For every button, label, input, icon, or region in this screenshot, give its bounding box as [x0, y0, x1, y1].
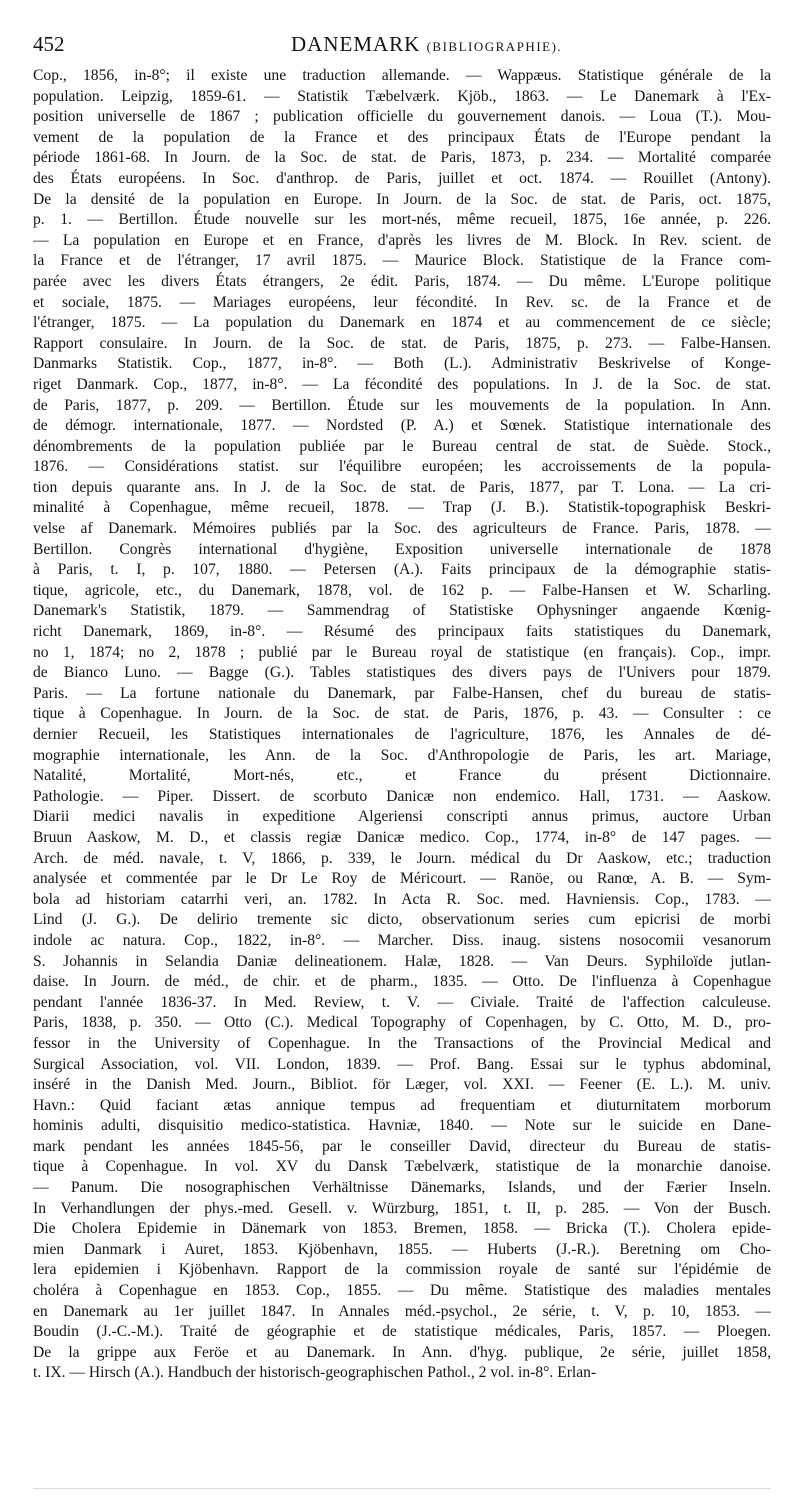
text-line: des États européens. In Soc. d'anthrop. de Paris, juillet et oct. 1874. — Rouillet (Antony). — [33, 169, 771, 187]
text-line: daise. In Journ. de méd., de chir. et de pharm., 1835. — Otto. De l'influenza à Copenhague — [33, 973, 771, 991]
text-line: no 1, 1874; no 2, 1878 ; publié par le Bureau royal de statistique (en français). Cop., impr. — [33, 643, 771, 661]
text-line: tique à Copenhague. In vol. XV du Dansk Tæbelværk, statistique de la monarchie danoise. — [33, 1158, 771, 1176]
text-line: dénombrements de la population publiée par le Bureau central de stat. de Suède. Stock., — [33, 437, 771, 455]
text-line: indole ac natura. Cop., 1822, in-8°. — Marcher. Diss. inaug. sistens nosocomii vesanorum — [33, 931, 771, 949]
text-line: S. Johannis in Selandia Daniæ delineationem. Halæ, 1828. — Van Deurs. Syphiloïde jutlan- — [33, 952, 771, 970]
text-line: inséré in the Danish Med. Journ., Bibliot. för Læger, vol. XXI. — Feener (E. L.). M. univ. — [33, 1076, 771, 1094]
bibliography-text — [33, 66, 771, 1384]
page-header — [33, 30, 773, 58]
text-line: — Panum. Die nosographischen Verhältnisse Dänemarks, Islands, und der Færier Inseln. — [33, 1179, 771, 1197]
text-line: parée avec les divers États étrangers, 2e édit. Paris, 1874. — Du même. L'Europe politique — [33, 272, 771, 290]
text-line: mark pendant les années 1845-56, par le conseiller David, directeur du Bureau de statis- — [33, 1137, 771, 1155]
text-line: mographie internationale, les Ann. de la Soc. d'Anthropologie de Paris, les art. Mariage, — [33, 746, 771, 764]
text-line: Surgical Association, vol. VII. London, 1839. — Prof. Bang. Essai sur le typhus abdominal, — [33, 1055, 771, 1073]
bottom-rule — [33, 1488, 771, 1489]
text-line: De la densité de la population en Europe. In Journ. de la Soc. de stat. de Paris, oct. 1875, — [33, 190, 771, 208]
text-line: la France et de l'étranger, 17 avril 1875. — Maurice Block. Statistique de la France com- — [33, 252, 771, 270]
text-line: analysée et commentée par le Dr Le Roy de Méricourt. — Ranöe, ou Ranœ, A. B. — Sym- — [33, 870, 771, 888]
text-line: et sociale, 1875. — Mariages européens, leur fécondité. In Rev. sc. de la France et de — [33, 293, 771, 311]
text-line: hominis adulti, disquisitio medico-statistica. Havniæ, 1840. — Note sur le suicide en Dane- — [33, 1117, 771, 1135]
text-line: — La population en Europe et en France, d'après les livres de M. Block. In Rev. scient. de — [33, 231, 771, 249]
text-line: Pathologie. — Piper. Dissert. de scorbuto Danicæ non endemico. Hall, 1731. — Aaskow. — [33, 787, 771, 805]
page-number: 452 — [33, 32, 65, 56]
text-line: tique, agricole, etc., du Danemark, 1878, vol. de 162 p. — Falbe-Hansen et W. Scharling. — [33, 581, 771, 599]
text-line: In Verhandlungen der phys.-med. Gesell. v. Würzburg, 1851, t. II, p. 285. — Von der Busch. — [33, 1199, 771, 1217]
text-line: de Bianco Luno. — Bagge (G.). Tables statistiques des divers pays de l'Univers pour 1879. — [33, 664, 771, 682]
text-line: t. IX. — Hirsch (A.). Handbuch der historisch-geographischen Pathol., 2 vol. in-8°. Erlan- — [33, 1364, 597, 1382]
text-line: pendant l'année 1836-37. In Med. Review, t. V. — Civiale. Traité de l'affection calculeuse. — [33, 993, 771, 1011]
running-head-title: DANEMARK — [291, 32, 421, 56]
text-line: Arch. de méd. navale, t. V, 1866, p. 339, le Journ. médical du Dr Aaskow, etc.; traduction — [33, 849, 771, 867]
text-line: Paris. — La fortune nationale du Danemark, par Falbe-Hansen, chef du bureau de statis- — [33, 684, 771, 702]
text-line: choléra à Copenhague en 1853. Cop., 1855. — Du même. Statistique des maladies mentales — [33, 1282, 771, 1300]
text-line: lera epidemien i Kjöbenhavn. Rapport de la commission royale de santé sur l'épidémie de — [33, 1261, 771, 1279]
text-line: en Danemark au 1er juillet 1847. In Annales méd.-psychol., 2e série, t. V, p. 10, 1853. — — [33, 1302, 771, 1320]
text-line: de démogr. internationale, 1877. — Nordsted (P. A.) et Sœnek. Statistique internationale des — [33, 417, 771, 435]
text-line: Bruun Aaskow, M. D., et classis regiæ Danicæ medico. Cop., 1774, in-8° de 147 pages. — — [33, 828, 771, 846]
text-line: Rapport consulaire. In Journ. de la Soc. de stat. de Paris, 1875, p. 273. — Falbe-Hansen. — [33, 334, 771, 352]
text-line: tion depuis quarante ans. In J. de la Soc. de stat. de Paris, 1877, par T. Lona. — La cri- — [33, 478, 771, 496]
text-line: Boudin (J.-C.-M.). Traité de géographie et de statistique médicales, Paris, 1857. — Ploegen. — [33, 1323, 771, 1341]
text-line: Diarii medici navalis in expeditione Algeriensi conscripti annus primus, auctore Urban — [33, 808, 771, 826]
text-line: dernier Recueil, les Statistiques internationales de l'agriculture, 1876, les Annales de dé- — [33, 726, 771, 743]
text-line: position universelle de 1867 ; publication officielle du gouvernement danois. — Loua (T.). Mou- — [33, 108, 771, 126]
text-line: mien Danmark i Auret, 1853. Kjöbenhavn, 1855. — Huberts (J.-R.). Beretning om Cho- — [33, 1240, 771, 1258]
text-line: bola ad historiam catarrhi veri, an. 1782. In Acta R. Soc. med. Havniensis. Cop., 1783. — — [33, 890, 771, 908]
text-line: velse af Danemark. Mémoires publiés par la Soc. des agriculteurs de France. Paris, 1878. — — [33, 520, 771, 538]
text-line: minalité à Copenhague, même recueil, 1878. — Trap (J. B.). Statistik-topographisk Beskri- — [33, 499, 771, 517]
text-line: Cop., 1856, in-8°; il existe une traduction allemande. — Wappæus. Statistique générale de la — [33, 67, 771, 84]
text-line: population. Leipzig, 1859-61. — Statistik Tæbelværk. Kjöb., 1863. — Le Danemark à l'Ex- — [33, 87, 771, 105]
text-line: vement de la population de la France et des principaux États de l'Europe pendant la — [33, 128, 771, 146]
text-line: période 1861-68. In Journ. de la Soc. de stat. de Paris, 1873, p. 234. — Mortalité comparée — [33, 149, 771, 167]
text-line: Danmarks Statistik. Cop., 1877, in-8°. — Both (L.). Administrativ Beskrivelse of Konge- — [33, 355, 771, 373]
text-line: richt Danemark, 1869, in-8°. — Résumé des principaux faits statistiques du Danemark, — [33, 623, 771, 641]
text-line: tique à Copenhague. In Journ. de la Soc. de stat. de Paris, 1876, p. 43. — Consulter : ce — [33, 705, 771, 723]
text-line: p. 1. — Bertillon. Étude nouvelle sur les mort-nés, même recueil, 1875, 16e année, p. 226. — [33, 211, 771, 229]
text-line: de Paris, 1877, p. 209. — Bertillon. Étude sur les mouvements de la population. In Ann. — [33, 396, 771, 414]
running-head-subtitle: (BIBLIOGRAPHIE). — [426, 39, 563, 54]
text-line: Havn.: Quid faciant ætas annique tempus ad frequentiam et diuturnitatem morborum — [33, 1096, 771, 1114]
text-line: Lind (J. G.). De delirio tremente sic dicto, observationum series cum epicrisi de morbi — [33, 911, 771, 929]
text-line: 1876. — Considérations statist. sur l'équilibre européen; les accroissements de la popula- — [33, 458, 771, 476]
text-line: De la grippe aux Feröe et au Danemark. In Ann. d'hyg. publique, 2e série, juillet 1858, — [33, 1343, 771, 1361]
text-line: Natalité, Mortalité, Mort-nés, etc., et France du présent Dictionnaire. — [33, 767, 771, 785]
text-line: Die Cholera Epidemie in Dänemark von 1853. Bremen, 1858. — Bricka (T.). Cholera epide- — [33, 1220, 771, 1238]
text-line: fessor in the University of Copenhague. In the Transactions of the Provincial Medical and — [33, 1034, 771, 1052]
text-line: l'étranger, 1875. — La population du Danemark en 1874 et au commencement de ce siècle; — [33, 314, 771, 332]
running-head — [291, 30, 562, 61]
text-line: Paris, 1838, p. 350. — Otto (C.). Medical Topography of Copenhagen, by C. Otto, M. D., pro- — [33, 1014, 771, 1032]
text-line: Bertillon. Congrès international d'hygiène, Exposition universelle internationale de 1878 — [33, 540, 771, 558]
text-line: Danemark's Statistik, 1879. — Sammendrag of Statistiske Ophysninger angaende Kœnig- — [33, 602, 771, 620]
text-line: à Paris, t. I, p. 107, 1880. — Petersen (A.). Faits principaux de la démographie statis- — [33, 561, 771, 579]
text-line: riget Danmark. Cop., 1877, in-8°. — La fécondité des populations. In J. de la Soc. de stat. — [33, 375, 771, 393]
